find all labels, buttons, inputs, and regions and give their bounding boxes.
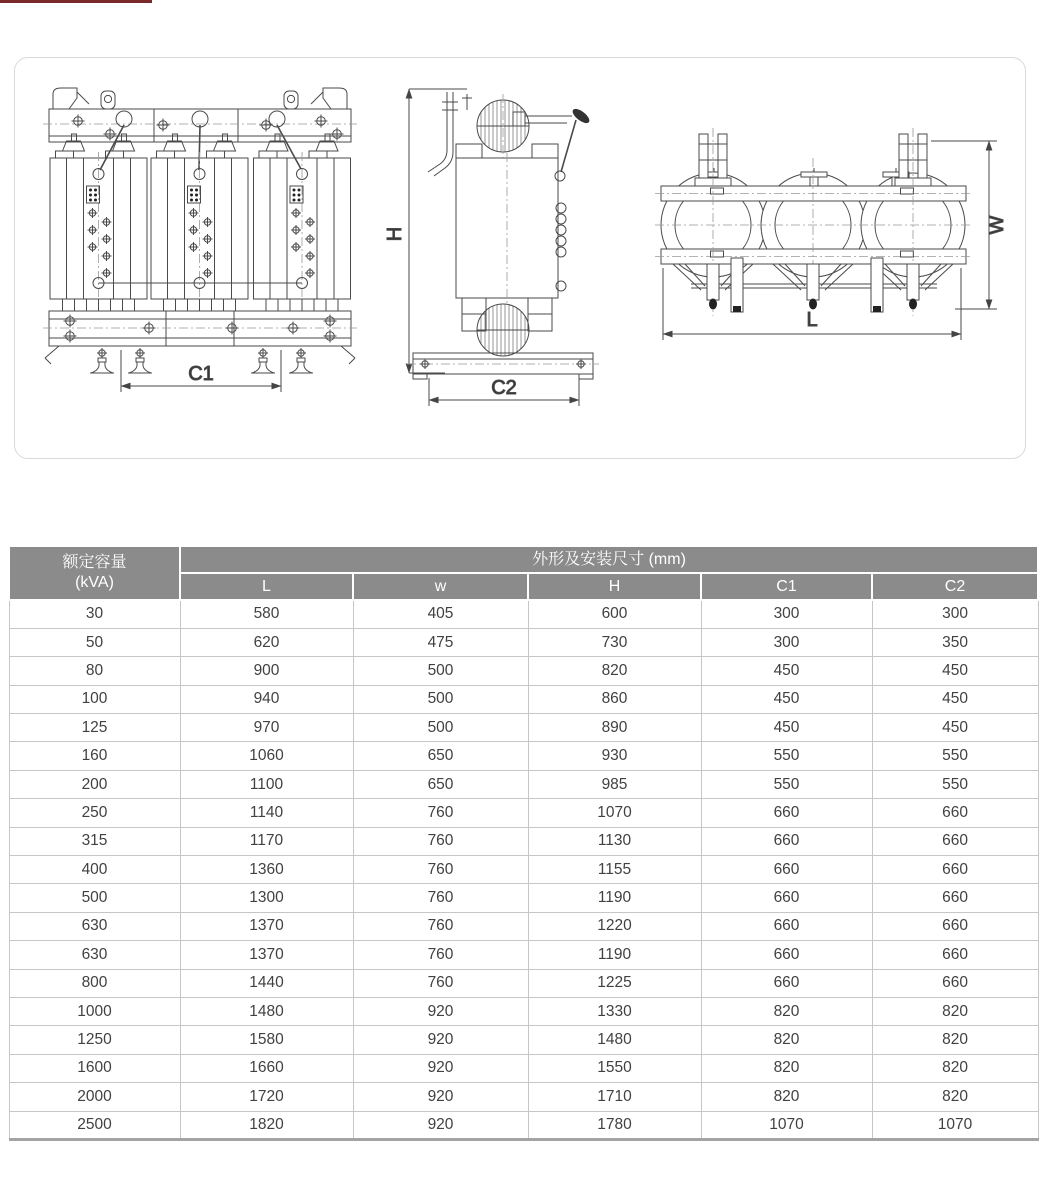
column-header-C1: C1 [701, 573, 872, 600]
dim-label-c2: C2 [491, 377, 517, 399]
column-header-w: w [353, 573, 528, 600]
dimension-cell: 1100 [180, 770, 353, 798]
table-row [9, 770, 1038, 798]
dimension-cell: 820 [528, 657, 701, 685]
capacity-cell: 1000 [9, 997, 180, 1025]
dimensions-header-cell: 外形及安装尺寸 (mm) [180, 546, 1038, 573]
dimension-cell: 1660 [180, 1054, 353, 1082]
dimension-cell: 1550 [528, 1054, 701, 1082]
table-row [9, 628, 1038, 656]
capacity-header-cell [9, 546, 180, 600]
dimension-cell: 940 [180, 685, 353, 713]
dimension-cell: 660 [872, 799, 1038, 827]
dimension-cell: 500 [353, 714, 528, 742]
dimension-cell: 820 [872, 997, 1038, 1025]
table-row [9, 997, 1038, 1025]
table-body [9, 600, 1038, 1139]
dimension-cell: 820 [701, 1026, 872, 1054]
capacity-cell: 1600 [9, 1054, 180, 1082]
dimension-cell: 1060 [180, 742, 353, 770]
dimension-cell: 580 [180, 600, 353, 628]
table-row [9, 1026, 1038, 1054]
dimension-cell: 1170 [180, 827, 353, 855]
top-edge-accent [0, 0, 152, 3]
table-row [9, 969, 1038, 997]
dimension-cell: 920 [353, 1083, 528, 1111]
dimension-cell: 450 [872, 657, 1038, 685]
table-row [9, 742, 1038, 770]
dimension-cell: 820 [872, 1026, 1038, 1054]
dimension-cell: 660 [701, 856, 872, 884]
capacity-cell: 800 [9, 969, 180, 997]
capacity-cell: 630 [9, 941, 180, 969]
dimension-cell: 650 [353, 770, 528, 798]
dimension-cell: 600 [528, 600, 701, 628]
table-row [9, 1111, 1038, 1139]
capacity-cell: 2500 [9, 1111, 180, 1139]
capacity-cell: 100 [9, 685, 180, 713]
dimension-cell: 890 [528, 714, 701, 742]
dimension-cell: 475 [353, 628, 528, 656]
dimension-cell: 660 [872, 884, 1038, 912]
dimension-cell: 1370 [180, 941, 353, 969]
dimension-cell: 1710 [528, 1083, 701, 1111]
dimension-cell: 1155 [528, 856, 701, 884]
dimension-cell: 1220 [528, 912, 701, 940]
dimension-cell: 970 [180, 714, 353, 742]
top-view-drawing [655, 128, 1008, 340]
dimension-cell: 450 [872, 714, 1038, 742]
dimension-cell: 660 [701, 912, 872, 940]
dimension-cell: 1580 [180, 1026, 353, 1054]
dimension-cell: 1190 [528, 941, 701, 969]
table-row [9, 685, 1038, 713]
capacity-cell: 125 [9, 714, 180, 742]
table-row [9, 856, 1038, 884]
dimension-cell: 820 [701, 1083, 872, 1111]
dimension-cell: 1070 [528, 799, 701, 827]
dimension-cell: 405 [353, 600, 528, 628]
dimension-cell: 300 [872, 600, 1038, 628]
table-header [9, 546, 1038, 600]
dimension-cell: 660 [701, 827, 872, 855]
dimension-cell: 1480 [180, 997, 353, 1025]
dimension-cell: 660 [872, 856, 1038, 884]
capacity-cell: 630 [9, 912, 180, 940]
dimension-cell: 660 [872, 941, 1038, 969]
dimension-cell: 1780 [528, 1111, 701, 1139]
dimension-cell: 760 [353, 827, 528, 855]
dimension-cell: 450 [701, 685, 872, 713]
table-row [9, 827, 1038, 855]
dimension-cell: 350 [872, 628, 1038, 656]
dim-label-h: H [384, 226, 406, 242]
table-row [9, 600, 1038, 628]
dimension-cell: 920 [353, 1026, 528, 1054]
column-header-L: L [180, 573, 353, 600]
dimension-cell: 550 [701, 770, 872, 798]
dimension-cell: 550 [872, 742, 1038, 770]
dimension-cell: 660 [701, 884, 872, 912]
dimension-cell: 1330 [528, 997, 701, 1025]
dimension-cell: 820 [701, 1054, 872, 1082]
dimension-cell: 660 [701, 799, 872, 827]
dimension-cell: 1070 [872, 1111, 1038, 1139]
capacity-cell: 50 [9, 628, 180, 656]
capacity-cell: 30 [9, 600, 180, 628]
dimension-cell: 550 [701, 742, 872, 770]
dimension-cell: 860 [528, 685, 701, 713]
table-row [9, 657, 1038, 685]
outline-drawings-panel [14, 57, 1026, 459]
side-view-drawing [384, 89, 599, 406]
column-header-C2: C2 [872, 573, 1038, 600]
dimension-cell: 1140 [180, 799, 353, 827]
table-row [9, 884, 1038, 912]
dimension-cell: 920 [353, 997, 528, 1025]
dim-label-l: L [806, 309, 818, 331]
dimension-cell: 1190 [528, 884, 701, 912]
capacity-cell: 500 [9, 884, 180, 912]
dimension-cell: 820 [872, 1083, 1038, 1111]
dimension-cell: 760 [353, 799, 528, 827]
table-row [9, 1054, 1038, 1082]
dimension-cell: 920 [353, 1054, 528, 1082]
dimension-cell: 760 [353, 941, 528, 969]
dimension-cell: 450 [872, 685, 1038, 713]
dimension-cell: 1720 [180, 1083, 353, 1111]
dimension-cell: 660 [872, 827, 1038, 855]
dimension-cell: 760 [353, 884, 528, 912]
dimension-cell: 930 [528, 742, 701, 770]
dim-label-w: W [986, 215, 1008, 235]
dimension-cell: 500 [353, 685, 528, 713]
table-row [9, 799, 1038, 827]
dimension-cell: 985 [528, 770, 701, 798]
dimension-cell: 1070 [701, 1111, 872, 1139]
dimension-cell: 660 [701, 969, 872, 997]
dimension-cell: 450 [701, 714, 872, 742]
capacity-cell: 1250 [9, 1026, 180, 1054]
dimension-cell: 660 [701, 941, 872, 969]
table-row [9, 714, 1038, 742]
dimension-cell: 650 [353, 742, 528, 770]
dimension-cell: 300 [701, 628, 872, 656]
dimension-cell: 920 [353, 1111, 528, 1139]
dimension-cell: 1370 [180, 912, 353, 940]
dimension-cell: 760 [353, 969, 528, 997]
capacity-cell: 80 [9, 657, 180, 685]
dimension-cell: 660 [872, 912, 1038, 940]
dimension-cell: 500 [353, 657, 528, 685]
dimension-cell: 730 [528, 628, 701, 656]
dimension-cell: 1225 [528, 969, 701, 997]
dimension-cell: 660 [872, 969, 1038, 997]
dimension-cell: 300 [701, 600, 872, 628]
dimension-cell: 1480 [528, 1026, 701, 1054]
dimension-cell: 760 [353, 912, 528, 940]
table-row [9, 1083, 1038, 1111]
dimensions-table [8, 545, 1039, 1141]
capacity-unit: (kVA) [75, 574, 114, 591]
column-header-H: H [528, 573, 701, 600]
capacity-cell: 315 [9, 827, 180, 855]
dimension-cell: 1130 [528, 827, 701, 855]
capacity-cell: 160 [9, 742, 180, 770]
transformer-drawings [15, 58, 1025, 458]
dimension-cell: 1440 [180, 969, 353, 997]
dimension-cell: 820 [872, 1054, 1038, 1082]
dimension-cell: 550 [872, 770, 1038, 798]
dimension-cell: 900 [180, 657, 353, 685]
capacity-title: 额定容量 [62, 554, 127, 571]
table-row [9, 941, 1038, 969]
capacity-cell: 250 [9, 799, 180, 827]
dimension-cell: 1360 [180, 856, 353, 884]
front-view-drawing [43, 88, 357, 392]
dimension-cell: 1820 [180, 1111, 353, 1139]
dimension-cell: 760 [353, 856, 528, 884]
capacity-cell: 2000 [9, 1083, 180, 1111]
dimension-cell: 820 [701, 997, 872, 1025]
dimension-cell: 1300 [180, 884, 353, 912]
capacity-cell: 400 [9, 856, 180, 884]
table-row [9, 912, 1038, 940]
dimension-cell: 620 [180, 628, 353, 656]
capacity-cell: 200 [9, 770, 180, 798]
dim-label-c1: C1 [188, 363, 214, 385]
dimension-cell: 450 [701, 657, 872, 685]
